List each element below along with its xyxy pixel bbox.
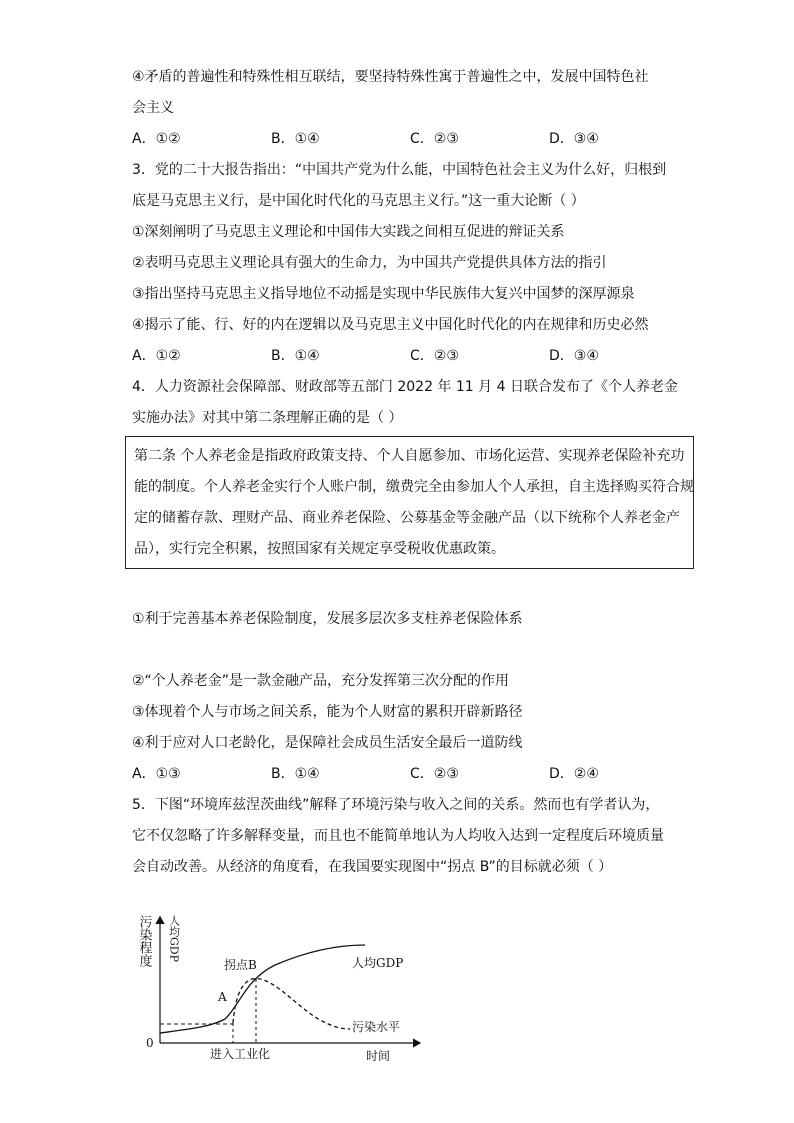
q4-option-b[interactable]: B．①④ xyxy=(271,766,320,782)
q3-item-1: ①深刻阐明了马克思主义理论和中国伟大实践之间相互促进的辩证关系 xyxy=(132,224,565,240)
industrialization-label: 进入工业化 xyxy=(210,1047,271,1061)
q3-item-2: ②表明马克思主义理论具有强大的生命力，为中国共产党提供具体方法的指引 xyxy=(132,255,607,271)
q5-stem-line-2: 它不仅忽略了许多解释变量，而且也不能简单地认为人均收入达到一定程度后环境质量 xyxy=(132,828,664,844)
pollution-curve-label: 污染水平 xyxy=(352,1020,401,1034)
q2-item-4-line-1: ④矛盾的普遍性和特殊性相互联结，要坚持特殊性寓于普遍性之中，发展中国特色社 xyxy=(132,69,649,85)
q2-option-d[interactable]: D．③④ xyxy=(549,131,599,147)
q2-option-c[interactable]: C．②③ xyxy=(410,131,459,147)
gdp-curve xyxy=(160,945,365,1033)
kuznets-curve-figure xyxy=(130,905,430,1065)
q4-option-d[interactable]: D．②④ xyxy=(549,766,599,782)
q3-option-c[interactable]: C．②③ xyxy=(410,348,459,364)
q3-item-4: ④揭示了能、行、好的内在逻辑以及马克思主义中国化时代化的内在规律和历史必然 xyxy=(132,317,649,333)
point-b-label: 拐点B xyxy=(224,958,257,972)
y-label-pollution: 污染程度 xyxy=(136,915,152,967)
q2-item-4-line-2: 会主义 xyxy=(132,100,174,116)
q3-options xyxy=(132,347,692,365)
q3-stem-line-2: 底是马克思主义行，是中国化时代化的马克思主义行。”这一重大论断（ ） xyxy=(132,193,585,209)
q5-stem-line-1: 5．下图“环境库兹涅茨曲线”解释了环境污染与收入之间的关系。然而也有学者认为， xyxy=(132,797,660,813)
q4-box-line-2: 能的制度。个人养老金实行个人账户制，缴费完全由参加人个人承担，自主选择购买符合规 xyxy=(134,479,694,495)
q4-item-3: ③体现着个人与市场之间关系，能为个人财富的累积开辟新路径 xyxy=(132,704,523,720)
q3-option-d[interactable]: D．③④ xyxy=(549,348,599,364)
q3-item-3: ③指出坚持马克思主义指导地位不动摇是实现中华民族伟大复兴中国梦的深厚源泉 xyxy=(132,286,635,302)
q4-option-c[interactable]: C．②③ xyxy=(410,766,459,782)
q3-option-a[interactable]: A．①② xyxy=(132,348,181,364)
q5-stem-line-3: 会自动改善。从经济的角度看，在我国要实现图中“拐点 B”的目标就必须（ ） xyxy=(132,859,613,875)
q4-options xyxy=(132,765,692,783)
origin-label: 0 xyxy=(146,1036,154,1050)
q4-item-1: ①利于完善基本养老保险制度，发展多层次多支柱养老保险体系 xyxy=(132,611,523,627)
q2-option-b[interactable]: B．①④ xyxy=(271,131,320,147)
q4-box-line-4: 品），实行完全积累，按照国家有关规定享受税收优惠政策。 xyxy=(134,541,505,557)
q4-stem-line-2: 实施办法》对其中第二条理解正确的是（ ） xyxy=(132,410,403,426)
q2-options xyxy=(132,130,692,148)
y-label-gdp: 人均GDP xyxy=(167,915,181,963)
q3-stem-line-1: 3．党的二十大报告指出：“中国共产党为什么能，中国特色社会主义为什么好，归根到 xyxy=(132,162,667,178)
q4-article-box xyxy=(125,436,694,569)
point-a-label: A xyxy=(218,990,227,1004)
q4-option-a[interactable]: A．①③ xyxy=(132,766,181,782)
q3-option-b[interactable]: B．①④ xyxy=(271,348,320,364)
q4-stem-line-1: 4．人力资源社会保障部、财政部等五部门 2022 年 11 月 4 日联合发布了《个人养老金 xyxy=(132,379,678,395)
gdp-curve-label: 人均GDP xyxy=(352,956,404,970)
q2-option-a[interactable]: A．①② xyxy=(132,131,181,147)
q4-box-line-3: 定的储蓄存款、理财产品、商业养老保险、公募基金等金融产品（以下统称个人养老金产 xyxy=(134,510,680,526)
q4-item-4: ④利于应对人口老龄化，是保障社会成员生活安全最后一道防线 xyxy=(132,735,523,751)
x-axis-label: 时间 xyxy=(366,1049,391,1063)
q4-item-2: ②“个人养老金”是一款金融产品，充分发挥第三次分配的作用 xyxy=(132,673,510,689)
pollution-curve xyxy=(233,979,350,1029)
q4-box-line-1: 第二条 个人养老金是指政府政策支持、个人自愿参加、市场化运营、实现养老保险补充功 xyxy=(134,448,685,464)
